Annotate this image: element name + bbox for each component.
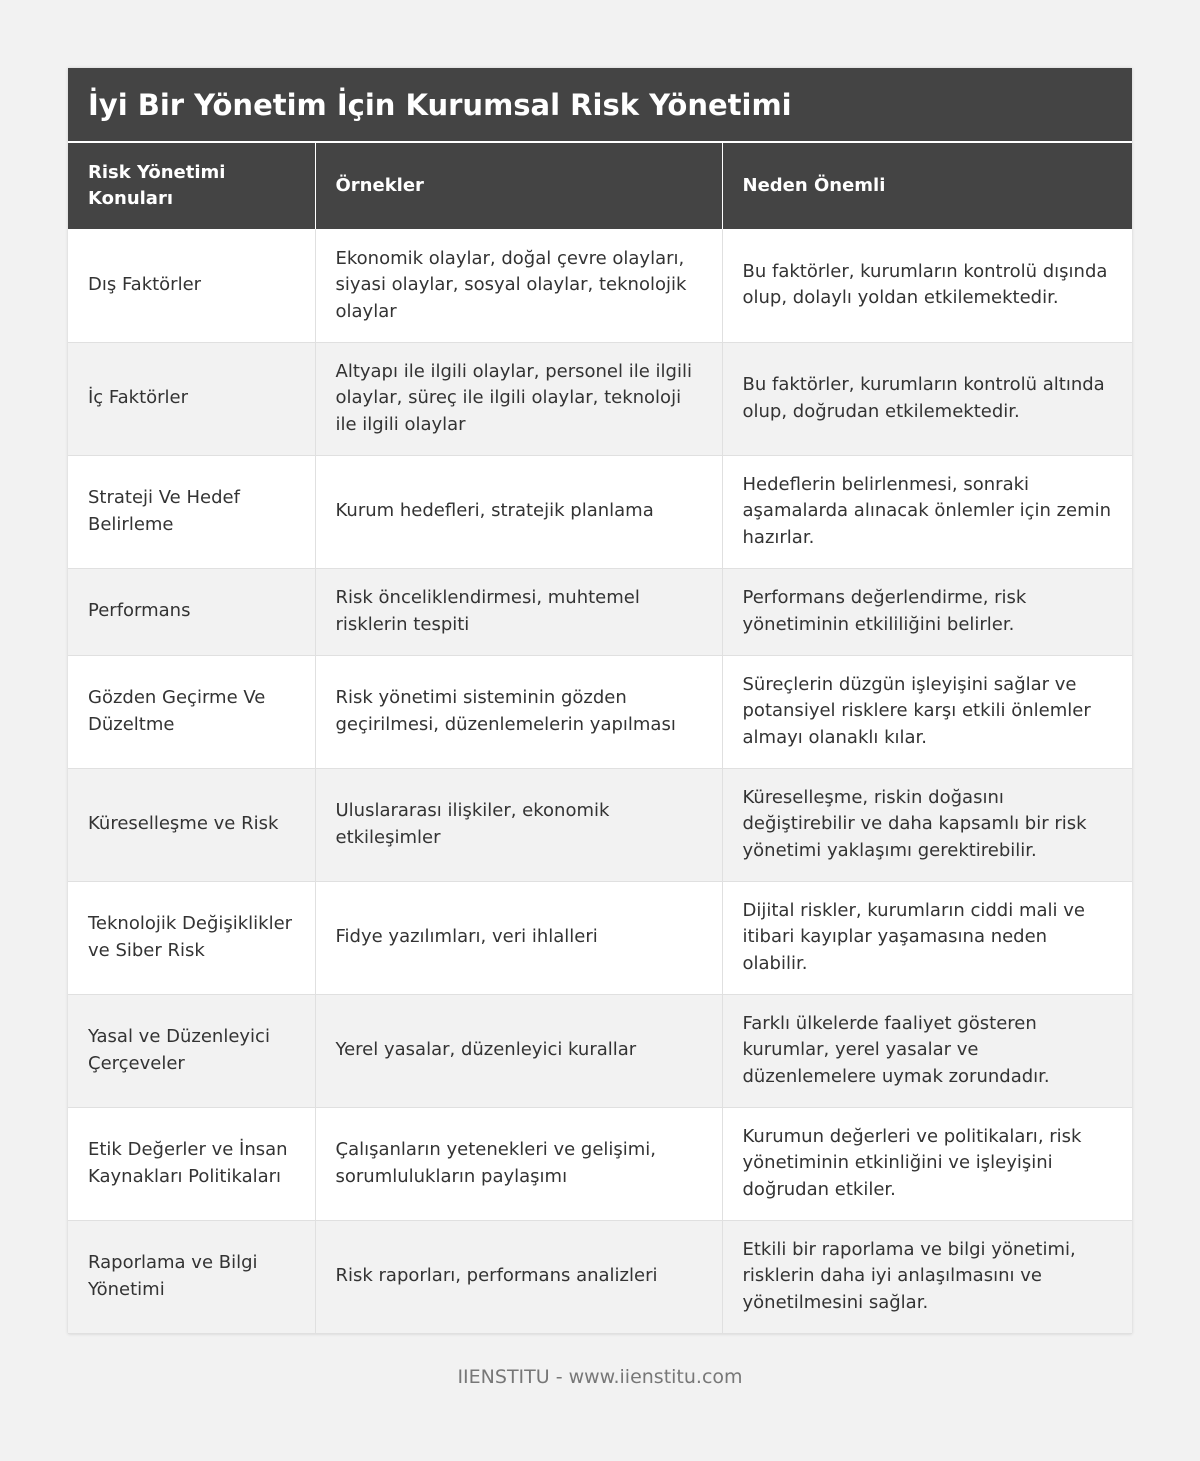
table-row [68, 1220, 1132, 1333]
table-row [68, 229, 1132, 342]
cell-topic: Strateji Ve Hedef Belirleme [68, 455, 315, 568]
cell-topic: Etik Değerler ve İnsan Kaynakları Politikaları [68, 1107, 315, 1220]
cell-topic: Teknolojik Değişiklikler ve Siber Risk [68, 881, 315, 994]
cell-examples: Yerel yasalar, düzenleyici kurallar [315, 994, 722, 1107]
cell-examples: Kurum hedefleri, stratejik planlama [315, 455, 722, 568]
cell-topic: Raporlama ve Bilgi Yönetimi [68, 1220, 315, 1333]
cell-importance: Kurumun değerleri ve politikaları, risk yönetiminin etkinliğini ve işleyişini doğrudan etkiler. [722, 1107, 1132, 1220]
table-row [68, 568, 1132, 655]
table-row [68, 881, 1132, 994]
cell-examples: Çalışanların yetenekleri ve gelişimi, sorumlulukların paylaşımı [315, 1107, 722, 1220]
table-row [68, 655, 1132, 768]
cell-importance: Etkili bir raporlama ve bilgi yönetimi, risklerin daha iyi anlaşılmasını ve yönetilmesini sağlar. [722, 1220, 1132, 1333]
table-row [68, 768, 1132, 881]
cell-importance: Küreselleşme, riskin doğasını değiştirebilir ve daha kapsamlı bir risk yönetimi yaklaşımı gerektirebilir. [722, 768, 1132, 881]
cell-topic: Performans [68, 568, 315, 655]
cell-importance: Bu faktörler, kurumların kontrolü dışında olup, dolaylı yoldan etkilemektedir. [722, 229, 1132, 342]
cell-importance: Hedeflerin belirlenmesi, sonraki aşamalarda alınacak önlemler için zemin hazırlar. [722, 455, 1132, 568]
column-header-topic: Risk Yönetimi Konuları [68, 143, 315, 229]
cell-examples: Risk raporları, performans analizleri [315, 1220, 722, 1333]
risk-table [68, 143, 1132, 1334]
table-row [68, 342, 1132, 455]
cell-topic: Küreselleşme ve Risk [68, 768, 315, 881]
cell-importance: Süreçlerin düzgün işleyişini sağlar ve potansiyel risklere karşı etkili önlemler almayı olanaklı kılar. [722, 655, 1132, 768]
cell-importance: Performans değerlendirme, risk yönetiminin etkililiğini belirler. [722, 568, 1132, 655]
cell-examples: Ekonomik olaylar, doğal çevre olayları, siyasi olaylar, sosyal olaylar, teknolojik olaylar [315, 229, 722, 342]
cell-topic: İç Faktörler [68, 342, 315, 455]
cell-importance: Farklı ülkelerde faaliyet gösteren kurumlar, yerel yasalar ve düzenlemelere uymak zorundadır. [722, 994, 1132, 1107]
cell-examples: Altyapı ile ilgili olaylar, personel ile ilgili olaylar, süreç ile ilgili olaylar, teknoloji ile ilgili olaylar [315, 342, 722, 455]
cell-importance: Bu faktörler, kurumların kontrolü altında olup, doğrudan etkilemektedir. [722, 342, 1132, 455]
column-header-examples: Örnekler [315, 143, 722, 229]
table-title: İyi Bir Yönetim İçin Kurumsal Risk Yönetimi [68, 68, 1132, 143]
cell-examples: Risk önceliklendirmesi, muhtemel risklerin tespiti [315, 568, 722, 655]
table-row [68, 994, 1132, 1107]
cell-importance: Dijital riskler, kurumların ciddi mali ve itibari kayıplar yaşamasına neden olabilir. [722, 881, 1132, 994]
footer-credit: IIENSTITU - www.iienstitu.com [457, 1366, 743, 1388]
cell-examples: Uluslararası ilişkiler, ekonomik etkileşimler [315, 768, 722, 881]
cell-topic: Dış Faktörler [68, 229, 315, 342]
cell-topic: Gözden Geçirme Ve Düzeltme [68, 655, 315, 768]
column-header-importance: Neden Önemli [722, 143, 1132, 229]
risk-table-card [68, 68, 1132, 1334]
table-row [68, 1107, 1132, 1220]
cell-examples: Risk yönetimi sisteminin gözden geçirilmesi, düzenlemelerin yapılması [315, 655, 722, 768]
cell-examples: Fidye yazılımları, veri ihlalleri [315, 881, 722, 994]
table-header-row [68, 143, 1132, 229]
cell-topic: Yasal ve Düzenleyici Çerçeveler [68, 994, 315, 1107]
table-row [68, 455, 1132, 568]
